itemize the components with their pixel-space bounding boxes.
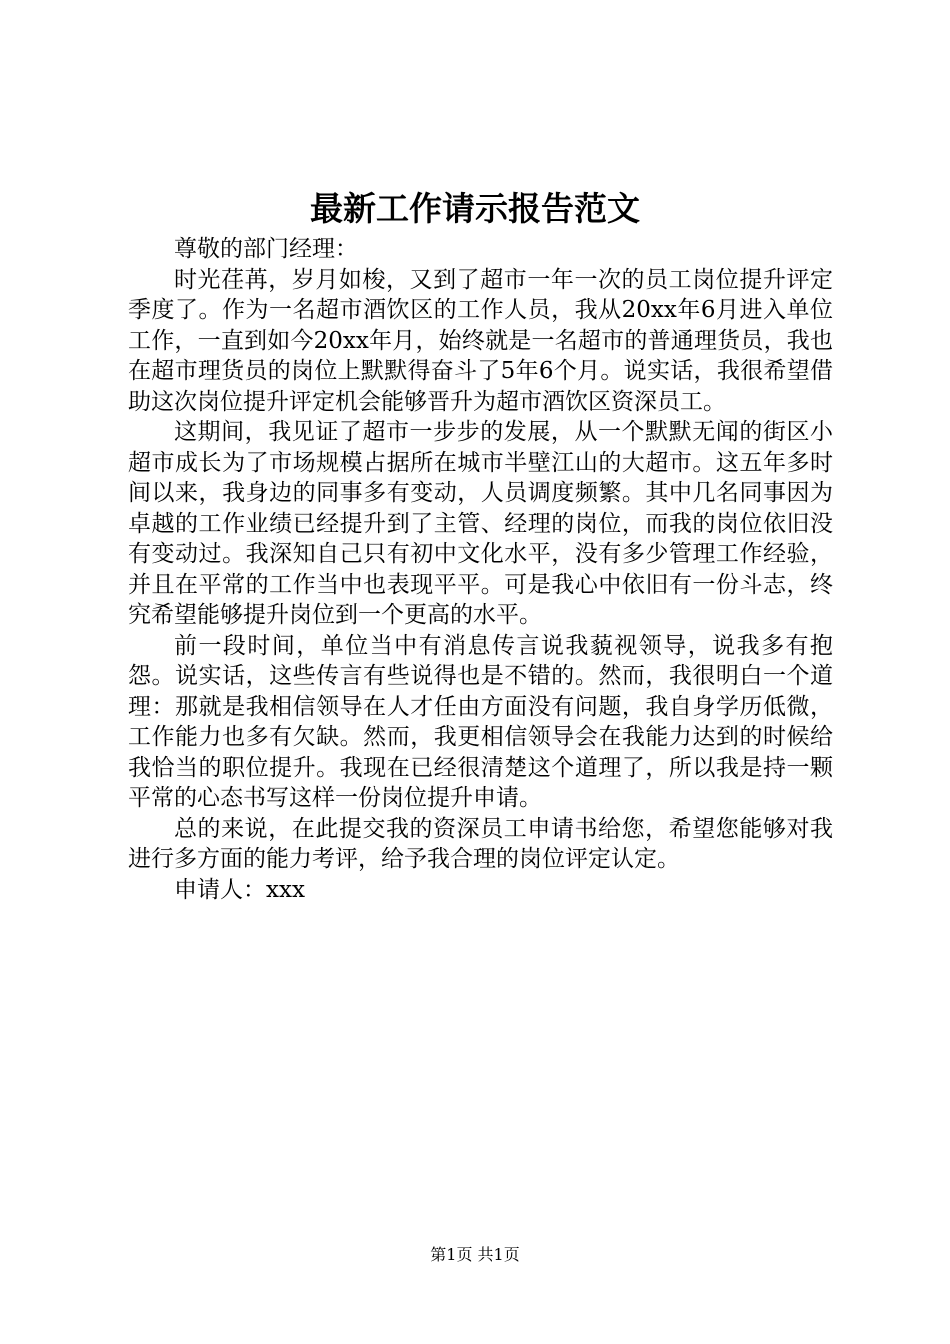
paragraph-4: 总的来说，在此提交我的资深员工申请书给您，希望您能够对我进行多方面的能力考评，给予我合理的岗位评定认定。: [128, 815, 833, 872]
paragraph-1: 时光荏苒，岁月如梭，又到了超市一年一次的员工岗位提升评定季度了。作为一名超市酒饮区的工作人员，我从20xx年6月进入单位工作，一直到如今20xx年月，始终就是一名超市的普通理货员，我也在超市理货员的岗位上默默得奋斗了5年6个月。说实话，我很希望借助这次岗位提升评定机会能够晋升为超市酒饮区资深员工。: [128, 266, 833, 415]
paragraph-3: 前一段时间，单位当中有消息传言说我藐视领导，说我多有抱怨。说实话，这些传言有些说得也是不错的。然而，我很明白一个道理：那就是我相信领导在人才任由方面没有问题，我自身学历低微，工作能力也多有欠缺。然而，我更相信领导会在我能力达到的时候给我恰当的职位提升。我现在已经很清楚这个道理了，所以我是持一颗平常的心态书写这样一份岗位提升申请。: [128, 632, 833, 811]
signature: 申请人：xxx: [174, 876, 305, 903]
page-footer: 第1页 共1页: [430, 1245, 520, 1264]
salutation: 尊敬的部门经理：: [174, 236, 358, 262]
document-title: 最新工作请示报告范文: [310, 189, 640, 228]
document-body: [128, 234, 833, 905]
paragraph-2: 这期间，我见证了超市一步步的发展，从一个默默无闻的街区小超市成长为了市场规模占据所在城市半壁江山的大超市。这五年多时间以来，我身边的同事多有变动，人员调度频繁。其中几名同事因为卓越的工作业绩已经提升到了主管、经理的岗位，而我的岗位依旧没有变动过。我深知自己只有初中文化水平，没有多少管理工作经验，并且在平常的工作当中也表现平平。可是我心中依旧有一份斗志，终究希望能够提升岗位到一个更高的水平。: [128, 419, 833, 628]
